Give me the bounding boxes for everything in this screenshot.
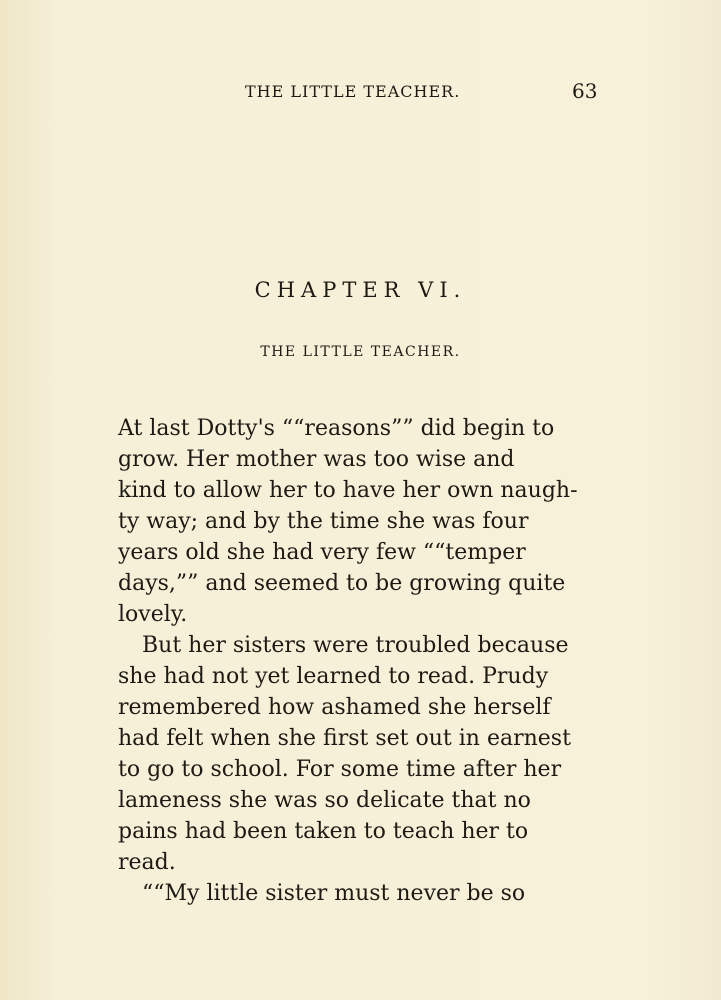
text-line-3	[118, 475, 598, 506]
text-line-7	[118, 599, 598, 630]
chapter-subtitle: THE LITTLE TEACHER.	[260, 344, 461, 360]
text-line-15	[118, 847, 598, 878]
text-line-10	[118, 692, 598, 723]
text-line-16	[118, 878, 598, 909]
text-line-11-content: had felt when she first set out in earnest	[118, 726, 571, 751]
text-line-14	[118, 816, 598, 847]
text-line-6	[118, 568, 598, 599]
text-line-6-content: days,”” and seemed to be growing quite	[118, 571, 566, 596]
body-text	[118, 413, 598, 909]
text-line-16-content: ““My little sister must never be so	[142, 881, 526, 906]
text-line-9	[118, 661, 598, 692]
running-head-title: THE LITTLE TEACHER.	[245, 82, 461, 101]
text-line-13-content: lameness she was so delicate that no	[118, 788, 531, 813]
text-line-10-content: remembered how ashamed she herself	[118, 695, 551, 720]
text-line-14-content: pains had been taken to teach her to	[118, 819, 529, 844]
text-line-11	[118, 723, 598, 754]
page-number: 63	[572, 79, 598, 103]
text-line-7-content: lovely.	[118, 602, 188, 627]
text-line-2	[118, 444, 598, 475]
text-line-13	[118, 785, 598, 816]
text-line-12-content: to go to school. For some time after her	[118, 757, 562, 782]
text-line-2-content: grow. Her mother was too wise and	[118, 447, 515, 472]
text-line-5	[118, 537, 598, 568]
text-line-12	[118, 754, 598, 785]
text-line-9-content: she had not yet learned to read. Prudy	[118, 664, 549, 689]
text-line-1-content: At last Dotty's ““reasons”” did begin to	[118, 416, 555, 441]
text-line-15-content: read.	[118, 850, 176, 875]
text-line-5-content: years old she had very few ““temper	[118, 540, 526, 565]
text-line-3-content: kind to allow her to have her own naugh-	[118, 478, 578, 503]
text-line-8	[118, 630, 598, 661]
text-line-4	[118, 506, 598, 537]
chapter-title: CHAPTER VI.	[254, 278, 467, 302]
text-line-4-content: ty way; and by the time she was four	[118, 509, 529, 534]
text-line-8-content: But her sisters were troubled because	[142, 633, 569, 658]
text-line-1	[118, 413, 598, 444]
